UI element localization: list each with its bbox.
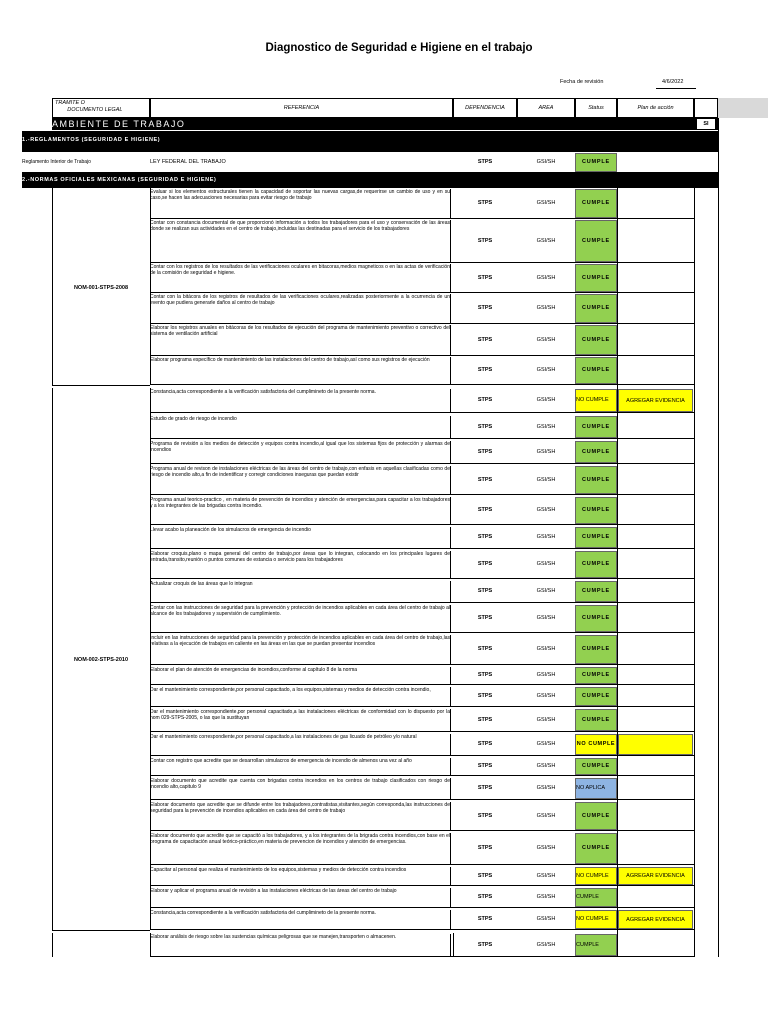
cell-plan bbox=[618, 416, 693, 438]
status-badge: NO CUMPLE bbox=[575, 910, 617, 929]
cell-plan: AGREGAR EVIDENCIA bbox=[618, 910, 693, 929]
cell-plan: AGREGAR EVIDENCIA bbox=[618, 389, 693, 412]
cell-plan bbox=[618, 888, 693, 907]
cell-plan bbox=[618, 497, 693, 524]
header-status: Status bbox=[575, 98, 617, 118]
status-badge: CUMPLE bbox=[575, 635, 617, 664]
cell-dependencia: STPS bbox=[477, 646, 493, 652]
col-line bbox=[718, 118, 719, 957]
cell-area: GSI/SH bbox=[536, 534, 556, 540]
status-badge: CUMPLE bbox=[575, 294, 617, 323]
row-line bbox=[52, 385, 150, 386]
cell-referencia: Llevar acabo la planeación de los simulacros de emergencia de incendio bbox=[150, 527, 451, 548]
table-row bbox=[150, 909, 694, 930]
table-row bbox=[150, 777, 694, 800]
cell-dependencia: STPS bbox=[477, 873, 493, 879]
status-badge: CUMPLE bbox=[575, 466, 617, 494]
cell-dependencia: STPS bbox=[477, 942, 493, 948]
cell-dependencia: STPS bbox=[477, 741, 493, 747]
status-badge: NO CUMPLE bbox=[575, 867, 617, 885]
cell-referencia: Elaborar documento que acredite que se capacitó a los trabajadores, y a los integrantes de la brigrada contra incendios,con base en el programa de capacitación anual teórico-práctico,en materia de prevencion de incendios y atención de emergencias. bbox=[150, 833, 451, 864]
table-row bbox=[150, 263, 694, 293]
cell-plan bbox=[618, 605, 693, 632]
table-row bbox=[150, 526, 694, 549]
cell-dependencia: STPS bbox=[477, 763, 493, 769]
col-line bbox=[52, 933, 53, 957]
status-badge: CUMPLE bbox=[575, 802, 617, 830]
cell-plan bbox=[618, 325, 693, 355]
cell-area: GSI/SH bbox=[536, 507, 556, 513]
cell-dependencia: STPS bbox=[477, 916, 493, 922]
table-row bbox=[150, 324, 694, 356]
cell-dependencia: STPS bbox=[477, 337, 493, 343]
status-badge: CUMPLE bbox=[575, 934, 617, 956]
status-badge: CUMPLE bbox=[575, 416, 617, 438]
cell-plan bbox=[618, 466, 693, 494]
header-extra bbox=[694, 98, 718, 118]
cell-referencia: Estudio de grado de riesgo de incendio bbox=[150, 416, 451, 438]
status-badge: CUMPLE bbox=[575, 551, 617, 578]
cell-dependencia: STPS bbox=[477, 397, 493, 403]
table-row bbox=[150, 188, 694, 219]
cell-dependencia: STPS bbox=[477, 813, 493, 819]
cell-referencia: Contar con la bitácora de los registros de resultados de las verificaciones oculares,realizadas posteriormente a la ocurrencia de un evento que pudiera generarle daños al centro de trabajo bbox=[150, 294, 451, 323]
cell-referencia: Elaborar programa específico de mantenimiento de las instalaciones del centro de trabajo,así como sus registros de ejecución bbox=[150, 357, 451, 384]
table-row bbox=[22, 152, 718, 173]
cell-area: GSI/SH bbox=[536, 424, 556, 430]
cell-referencia: Elaborar el plan de atención de emergencias de incendios,conforme al capítulo 8 de la norma bbox=[150, 667, 451, 684]
status-badge: CUMPLE bbox=[575, 220, 617, 262]
table-row bbox=[150, 832, 694, 865]
cell-referencia: Dar el mantenimiento correspondiente,por personal capacitado, a los equipos,sistemas y medios de detección contra incendio, bbox=[150, 687, 451, 706]
table-row bbox=[150, 801, 694, 831]
review-date-underline bbox=[656, 88, 696, 89]
cell-dependencia: STPS bbox=[477, 534, 493, 540]
cell-area: GSI/SH bbox=[536, 275, 556, 281]
status-badge: CUMPLE bbox=[575, 153, 617, 172]
cell-area: GSI/SH bbox=[536, 672, 556, 678]
status-badge: CUMPLE bbox=[575, 264, 617, 292]
cell-plan bbox=[618, 734, 693, 755]
status-badge: CUMPLE bbox=[575, 833, 617, 864]
cell-referencia: Programa de revisión a los medios de detección y equipos contra incendio,al igual que los sistemas fijos de protección y alarmas de incendios bbox=[150, 441, 451, 463]
status-badge: NO APLICA bbox=[575, 778, 617, 799]
cell-area: GSI/SH bbox=[536, 449, 556, 455]
cell-tramite: Reglamento Interior de Trabajo bbox=[22, 159, 91, 165]
cell-area: GSI/SH bbox=[536, 367, 556, 373]
cell-plan bbox=[618, 189, 693, 218]
status-badge: CUMPLE bbox=[575, 189, 617, 218]
cell-plan bbox=[618, 758, 693, 775]
cell-plan bbox=[618, 833, 693, 864]
cell-area: GSI/SH bbox=[536, 200, 556, 206]
cell-dependencia: STPS bbox=[477, 615, 493, 621]
cell-referencia: Elaborar documento que acredite que se difunde entre los trabajadores,contratistas,visitantes,según corresponda,las instrucciones de seguridad para la prevención de incendios aplicables en cada área del centro de trabajo bbox=[150, 802, 451, 830]
cell-dependencia: STPS bbox=[477, 159, 493, 165]
si-indicator: SI bbox=[697, 119, 715, 129]
cell-area: GSI/SH bbox=[536, 845, 556, 851]
cell-dependencia: STPS bbox=[477, 200, 493, 206]
cell-plan bbox=[618, 635, 693, 664]
table-row bbox=[150, 496, 694, 525]
table-row bbox=[150, 219, 694, 263]
cell-dependencia: STPS bbox=[477, 672, 493, 678]
cell-area: GSI/SH bbox=[536, 916, 556, 922]
cell-plan bbox=[618, 581, 693, 602]
cell-area: GSI/SH bbox=[536, 588, 556, 594]
cell-area: GSI/SH bbox=[536, 646, 556, 652]
table-row bbox=[150, 440, 694, 464]
section-bar-normas bbox=[22, 173, 718, 188]
cell-dependencia: STPS bbox=[477, 449, 493, 455]
cell-area: GSI/SH bbox=[536, 741, 556, 747]
status-badge: CUMPLE bbox=[575, 888, 617, 907]
cell-area: GSI/SH bbox=[536, 561, 556, 567]
status-badge: CUMPLE bbox=[575, 325, 617, 355]
review-date-value: 4/6/2022 bbox=[662, 79, 684, 85]
cell-plan bbox=[618, 220, 693, 262]
table-row bbox=[150, 388, 694, 413]
nom-001-label: NOM-001-STPS-2008 bbox=[73, 285, 129, 291]
header-tramite-text: TRAMITE O DOCUMENTO LEGAL bbox=[55, 100, 123, 113]
cell-plan bbox=[618, 667, 693, 684]
cell-referencia: Capacitar al personal que realiza el mantenimiento de los equipos,sistemas y medios de detección contra incendios bbox=[150, 867, 451, 885]
cell-dependencia: STPS bbox=[477, 305, 493, 311]
table-row bbox=[150, 634, 694, 665]
status-badge: CUMPLE bbox=[575, 758, 617, 775]
section-bar-reglamentos bbox=[22, 131, 718, 152]
table-row bbox=[150, 666, 694, 685]
status-badge: CUMPLE bbox=[575, 667, 617, 684]
cell-plan bbox=[618, 264, 693, 292]
cell-area: GSI/SH bbox=[536, 615, 556, 621]
cell-dependencia: STPS bbox=[477, 785, 493, 791]
cell-dependencia: STPS bbox=[477, 894, 493, 900]
cell-referencia: Contar con registro que acredite que se desarrollan simulacros de emergencia de incendio de almenos una vez al año bbox=[150, 758, 451, 775]
table-row bbox=[150, 604, 694, 633]
cell-area: GSI/SH bbox=[536, 763, 556, 769]
cell-plan bbox=[618, 357, 693, 384]
cell-referencia: Dar el mantenimiento correspondiente,por personal capacitado,a las instalaciones eléctricas de conformidad con lo dispuesto por la nom 029-STPS-2005, o las que la sustituyan bbox=[150, 709, 451, 731]
table-row bbox=[150, 733, 694, 756]
table-row bbox=[150, 757, 694, 776]
cell-plan bbox=[618, 294, 693, 323]
cell-plan bbox=[618, 802, 693, 830]
status-badge: NO CUMPLE bbox=[575, 389, 617, 412]
status-badge: CUMPLE bbox=[575, 709, 617, 731]
cell-plan: AGREGAR EVIDENCIA bbox=[618, 867, 693, 885]
cell-plan bbox=[618, 687, 693, 706]
cell-referencia: Actualizar croquis de las áreas que lo integran bbox=[150, 581, 451, 602]
cell-dependencia: STPS bbox=[477, 588, 493, 594]
table-row bbox=[150, 708, 694, 732]
section-bar-ambiente bbox=[52, 118, 718, 130]
table-row bbox=[150, 686, 694, 707]
nom-002-label: NOM-002-STPS-2010 bbox=[73, 657, 129, 663]
cell-area: GSI/SH bbox=[536, 894, 556, 900]
cell-referencia: Elaborar documento que acredite que cuenta con brigadas contra incendios en los centros de trabajo clasificados con riesgo de incendio alto,capitulo 9 bbox=[150, 778, 451, 799]
cell-referencia: Contar con constancia documental de que proporcionó información a todos los trabajadores para el uso y conservación de las áreas donde se realizan sus actividades en el centro de trabajo,incluidas las destinadas para el servicio de los trabajadores bbox=[150, 220, 451, 262]
cell-plan bbox=[618, 527, 693, 548]
cell-dependencia: STPS bbox=[477, 424, 493, 430]
cell-referencia: Constancia,acta correspondiente a la verificación satisfactoria del cumplimineto de la presente norma. bbox=[150, 389, 451, 412]
cell-dependencia: STPS bbox=[477, 845, 493, 851]
cell-area: GSI/SH bbox=[536, 305, 556, 311]
status-badge: CUMPLE bbox=[575, 527, 617, 548]
cell-area: GSI/SH bbox=[536, 337, 556, 343]
status-badge: CUMPLE bbox=[575, 605, 617, 632]
gray-column-strip bbox=[718, 98, 768, 118]
cell-area: GSI/SH bbox=[536, 813, 556, 819]
table-row bbox=[150, 933, 694, 957]
row-line bbox=[52, 930, 150, 931]
col-line bbox=[52, 388, 53, 930]
cell-area: GSI/SH bbox=[536, 942, 556, 948]
review-date-label: Fecha de revisión bbox=[560, 79, 604, 85]
cell-plan bbox=[618, 709, 693, 731]
cell-dependencia: STPS bbox=[477, 693, 493, 699]
cell-area: GSI/SH bbox=[536, 238, 556, 244]
cell-referencia: Contar con los registros de los resultados de las verificaciones oculares en bitacoras,medios magneticos o en las actas de verificación de la comisión de seguridad e higiene. bbox=[150, 264, 451, 292]
table-row bbox=[150, 580, 694, 603]
cell-area: GSI/SH bbox=[536, 693, 556, 699]
cell-area: GSI/SH bbox=[536, 785, 556, 791]
cell-dependencia: STPS bbox=[477, 238, 493, 244]
status-badge: NO CUMPLE bbox=[575, 734, 617, 755]
cell-dependencia: STPS bbox=[477, 367, 493, 373]
header-referencia: REFERENCIA bbox=[150, 98, 453, 118]
cell-area: GSI/SH bbox=[536, 873, 556, 879]
cell-plan bbox=[618, 441, 693, 463]
cell-plan bbox=[618, 778, 693, 799]
table-row bbox=[150, 356, 694, 385]
page-title: Diagnostico de Seguridad e Higiene en el trabajo bbox=[265, 42, 533, 54]
cell-dependencia: STPS bbox=[477, 507, 493, 513]
status-badge: CUMPLE bbox=[575, 497, 617, 524]
status-badge: CUMPLE bbox=[575, 441, 617, 463]
cell-referencia: Constancia,acta correspondiente a la verificación satisfactoria del cumplimineto de la presente norma. bbox=[150, 910, 451, 929]
cell-area: GSI/SH bbox=[536, 397, 556, 403]
cell-dependencia: STPS bbox=[477, 717, 493, 723]
cell-referencia: Contar con las instrucciones de seguridad para la prevención y protección de incendios aplicables en cada área del centro de trabajo al alcance de los trabajadores y supervisión de cumplimiento. bbox=[150, 605, 451, 632]
cell-dependencia: STPS bbox=[477, 275, 493, 281]
status-badge: CUMPLE bbox=[575, 687, 617, 706]
col-line bbox=[694, 188, 695, 957]
status-badge: CUMPLE bbox=[575, 581, 617, 602]
table-row bbox=[150, 887, 694, 908]
cell-referencia: Elaborar los registros anuales en bitácoras de los resultados de ejecución del programa de mantenimiento preventivo o correctivo del sistema de ventilación artificial bbox=[150, 325, 451, 355]
cell-referencia: Evaluar si los elementos estructurales tienen la capacidad de soportar las nuevas cargas,de requerirse un cambio de uso y en su caso,se hacen las adecuaciones necesarias para evitar riesgo de trabajo bbox=[150, 189, 451, 218]
reglamentos-title: 1.-REGLAMENTOS (SEGURIDAD E HIGIENE) bbox=[22, 137, 161, 143]
col-line bbox=[52, 188, 53, 385]
cell-dependencia: STPS bbox=[477, 561, 493, 567]
section-title: AMBIENTE DE TRABAJO bbox=[52, 119, 186, 129]
cell-area: GSI/SH bbox=[536, 717, 556, 723]
cell-referencia: Incluir en las instrucciones de seguridad para la prevención y protección de incendios aplicables en cada área del centro de trabajo,las relativas a la ejecución de trabajos en caliente en las áreas en las que se puedan presentar incendios bbox=[150, 635, 451, 664]
cell-referencia: LEY FEDERAL DEL TRABAJO bbox=[150, 159, 226, 165]
table-row bbox=[150, 465, 694, 495]
header-plan: Plan de acción bbox=[617, 98, 694, 118]
cell-referencia: Elaborar croquis,plano o mapa general del centro de trabajo,por áreas que lo integran, colocando en los principales lugares de entrada,transito,reunión o puntos comunes de estancia o servicio para los trabajadores bbox=[150, 551, 451, 578]
header-dependencia: DEPENDENCIA bbox=[453, 98, 517, 118]
normas-title: 2.-NORMAS OFICIALES MEXICANAS (SEGURIDAD E HIGIENE) bbox=[22, 177, 217, 183]
cell-referencia: Programa anual teorico-practico , en materia de prevención de incendios y atención de emergencias,para capacitar a los trabajadores y a los integrantes de las brigadas contra incendio. bbox=[150, 497, 451, 524]
cell-referencia: Elaborar análisis de riesgo sobre las sustencias químicas peligrosas que se manejen,transporten o almacenen. bbox=[150, 934, 451, 956]
cell-referencia: Dar el mantenimiento correspondiente,por personal capacitado,a las instalaciones de gas licuado de petróleo y/o natural bbox=[150, 734, 451, 755]
status-badge: CUMPLE bbox=[575, 357, 617, 384]
cell-area: GSI/SH bbox=[536, 159, 556, 165]
cell-referencia: Programa anual de revison de instalaciones eléctricas de las áreas del centro de trabajo,con enfasis en aquellas clasificadas como de riesgo de incendio alto,a fin de indentificar y corregir condiciones inseguras que puedan existir bbox=[150, 466, 451, 494]
table-row bbox=[150, 293, 694, 324]
cell-dependencia: STPS bbox=[477, 477, 493, 483]
cell-area: GSI/SH bbox=[536, 477, 556, 483]
cell-referencia: Elaborar y aplicar el programa anual de revisión a las instalaciones eléctricas de las áreas del centro de trabajo bbox=[150, 888, 451, 907]
header-area: AREA bbox=[517, 98, 575, 118]
table-row bbox=[150, 415, 694, 439]
cell-plan bbox=[618, 551, 693, 578]
header-tramite bbox=[52, 98, 150, 118]
table-row bbox=[150, 550, 694, 579]
cell-plan bbox=[618, 934, 693, 956]
table-row bbox=[150, 866, 694, 886]
